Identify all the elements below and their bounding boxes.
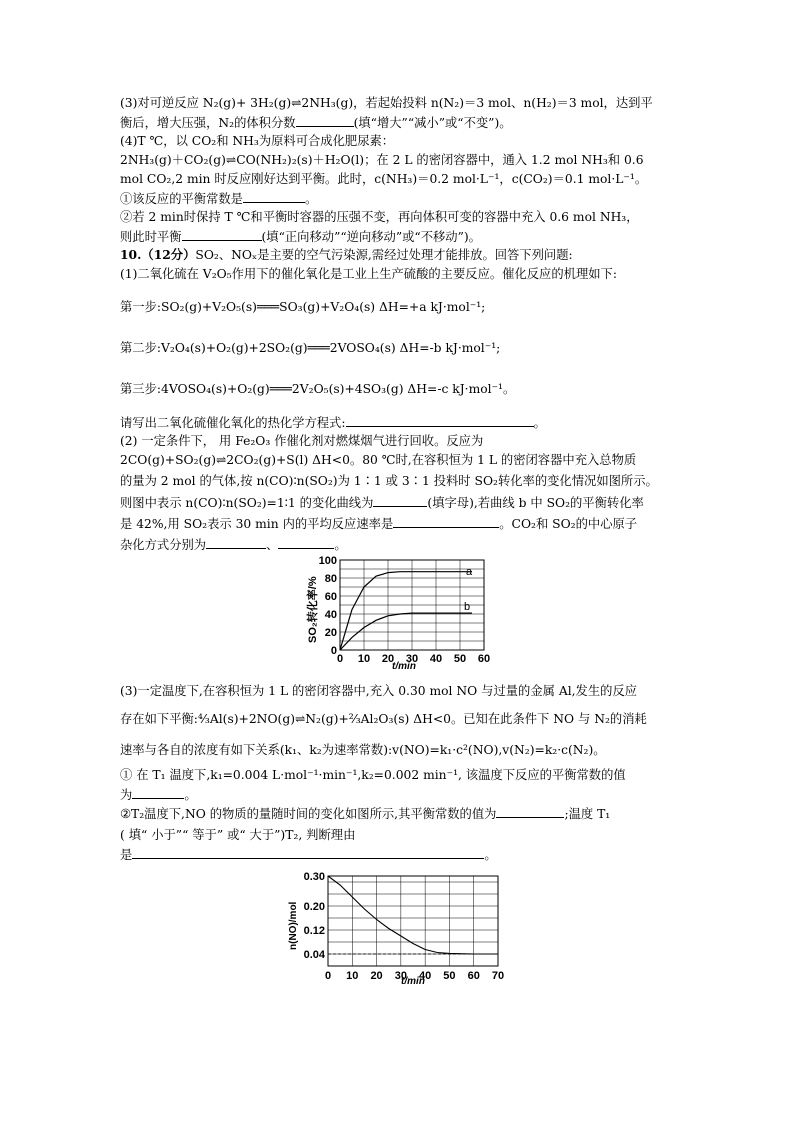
chart1-x-tick: 0 [336, 653, 344, 665]
text-line-3: (4)T ℃，以 CO₂和 NH₃为原料可合成化肥尿素： [120, 134, 395, 148]
question-10-heading: 10.（12分）SO₂、NOₓ是主要的空气污染源,需经过处理才能排放。回答下列问题: [120, 247, 573, 262]
chart2-y-tick: 0.04 [303, 949, 325, 961]
text-line-2: 衡后，增大压强，N₂的体积分数 (填“增大”“减小”或“不变”)。 [120, 113, 512, 132]
text-line-1: (3)对可逆反应 N₂(g)+ 3H₂(g)⇌2NH₃(g)，若起始投料 n(N₂)＝3 mol、n(H₂)＝3 mol，达到平 [120, 96, 653, 110]
chart2-x-axis-label: t/min [401, 976, 425, 987]
chart2-y-tick: 0.12 [303, 925, 325, 937]
mechanism-step-1: 第一步:SO₂(g)+V₂O₅(s)═══SO₃(g)+V₂O₄(s) ΔH=+a kJ·mol⁻¹; [120, 300, 486, 314]
text-line-28: 是 。 [120, 845, 497, 864]
chart1-x-tick: 20 [381, 653, 395, 665]
chart2-y-tick: 0.30 [303, 871, 325, 883]
curve-a-label: a [466, 566, 473, 578]
text-line-8: 则此时平衡 (填“正向移动”“逆向移动”或“不移动”)。 [120, 227, 481, 246]
chart2-y-tick: 0.20 [303, 901, 325, 913]
no-curve [328, 876, 498, 954]
text-line-26: ②T₂温度下,NO 的物质的量随时间的变化如图所示,其平衡常数的值为 ;温度 T₁ [120, 804, 610, 823]
so2-conversion-chart [290, 553, 500, 671]
text-line-10: (1)二氧化硫在 V₂O₅作用下的催化氧化是工业上生产硫酸的主要反应。催化反应的机理如下: [120, 267, 617, 281]
answer-blank-equilibrium-constant[interactable] [243, 189, 305, 203]
chart1-y-tick: 20 [324, 627, 337, 639]
text-line-7: ②若 2 min时保持 T ℃和平衡时容器的压强不变，再向体积可变的容器中充入 0.6 mol NH₃， [120, 210, 639, 224]
answer-blank-thermochemical-equation[interactable] [346, 413, 534, 427]
no-amount-chart [283, 868, 508, 988]
text-line-18: 则图中表示 n(CO)∶n(SO₂)=1∶1 的变化曲线为 (填字母),若曲线 b 中 SO₂的平衡转化率 [120, 493, 644, 512]
text-line-24: ① 在 T₁ 温度下,k₁=0.004 L·mol⁻¹·min⁻¹,k₂=0.002 min⁻¹, 该温度下反应的平衡常数的值 [120, 768, 626, 782]
text-line-14: 请写出二氧化硫催化氧化的热化学方程式: 。 [120, 413, 546, 432]
chart1-x-tick: 60 [477, 653, 491, 665]
curve-a [340, 572, 472, 650]
chart1-x-tick: 30 [405, 653, 419, 665]
chart2-y-axis-label: n(NO)/mol [288, 901, 299, 950]
answer-blank-volume-fraction[interactable] [296, 113, 354, 127]
chart2-x-tick: 60 [467, 970, 480, 982]
chart2-x-tick: 10 [346, 970, 359, 982]
chart2-x-tick: 20 [370, 970, 383, 982]
chart1-y-tick: 80 [324, 573, 337, 585]
chart2-x-tick: 50 [443, 970, 456, 982]
chart1-x-tick: 40 [429, 653, 443, 665]
chart2-x-tick: 40 [419, 970, 432, 982]
chart1-y-axis-label: SO₂转化率/% [307, 576, 319, 643]
text-line-19: 是 42%,用 SO₂表示 30 min 内的平均反应速率是 。CO₂和 SO₂的中心原子 [120, 514, 637, 533]
text-line-25: 为 。 [120, 785, 197, 804]
chart1-y-tick: 60 [324, 591, 337, 603]
mechanism-step-2: 第二步:V₂O₄(s)+O₂(g)+2SO₂(g)═══2VOSO₄(s) ΔH=-b kJ·mol⁻¹; [120, 341, 501, 355]
chart1-y-tick: 100 [318, 555, 337, 567]
text-line-16: 2CO(g)+SO₂(g)⇌2CO₂(g)+S(l) ΔH<0。80 ℃时,在容积恒为 1 L 的密闭容器中充入总物质 [120, 453, 637, 467]
answer-blank-hybridization-so2[interactable] [278, 535, 334, 549]
answer-blank-t2-constant[interactable] [496, 804, 564, 818]
text-line-4: 2NH₃(g)＋CO₂(g)⇌CO(NH₂)₂(s)＋H₂O(l)；在 2 L 的密闭容器中，通入 1.2 mol NH₃和 0.6 [120, 153, 644, 167]
curve-b [340, 613, 472, 650]
text-line-20: 杂化方式分别为 、 。 [120, 535, 347, 554]
text-line-22: 存在如下平衡:⁴⁄₃Al(s)+2NO(g)⇌N₂(g)+²⁄₃Al₂O₃(s) ΔH<0。已知在此条件下 NO 与 N₂的消耗 [120, 712, 647, 726]
chart1-x-tick: 10 [357, 653, 371, 665]
answer-blank-reason[interactable] [132, 845, 484, 859]
text-line-17: 的量为 2 mol 的气体,按 n(CO)∶n(SO₂)为 1∶1 或 3∶1 投料时 SO₂转化率的变化情况如图所示。 [120, 474, 658, 488]
text-line-21: (3)一定温度下,在容积恒为 1 L 的密闭容器中,充入 0.30 mol NO 与过量的金属 Al,发生的反应 [120, 684, 638, 698]
chart2-x-tick: 0 [324, 970, 332, 982]
text-line-23: 速率与各自的浓度有如下关系(k₁、k₂为速率常数):v(NO)=k₁·c²(NO),v(N₂)=k₂·c(N₂)。 [120, 743, 606, 757]
chart1-y-tick: 40 [324, 609, 337, 621]
curve-b-label: b [464, 601, 471, 613]
answer-blank-k-value[interactable] [132, 785, 184, 799]
text-line-15: (2) 一定条件下， 用 Fe₂O₃ 作催化剂对燃煤烟气进行回收。反应为 [120, 434, 484, 448]
answer-blank-curve-letter[interactable] [373, 493, 427, 507]
chart1-x-tick: 50 [453, 653, 467, 665]
answer-blank-hybridization-co2[interactable] [206, 535, 266, 549]
answer-blank-equilibrium-shift[interactable] [182, 227, 262, 241]
answer-blank-reaction-rate[interactable] [393, 514, 499, 528]
text-line-27: ( 填“ 小于”“ 等于” 或“ 大于”)T₂, 判断理由 [120, 828, 356, 842]
chart2-x-tick: 70 [491, 970, 505, 982]
chart2-frame [328, 876, 498, 966]
text-line-6: ①该反应的平衡常数是 。 [120, 189, 317, 208]
mechanism-step-3: 第三步:4VOSO₄(s)+O₂(g)═══2V₂O₅(s)+4SO₃(g) ΔH=-c kJ·mol⁻¹。 [120, 382, 516, 396]
chart1-y-tick: 0 [330, 645, 337, 657]
text-line-5: mol CO₂,2 min 时反应刚好达到平衡。此时，c(NH₃)＝0.2 mol·L⁻¹，c(CO₂)＝0.1 mol·L⁻¹。 [120, 172, 648, 186]
chart2-x-tick: 30 [394, 970, 407, 982]
chart1-x-axis-label: t/min [392, 661, 416, 671]
